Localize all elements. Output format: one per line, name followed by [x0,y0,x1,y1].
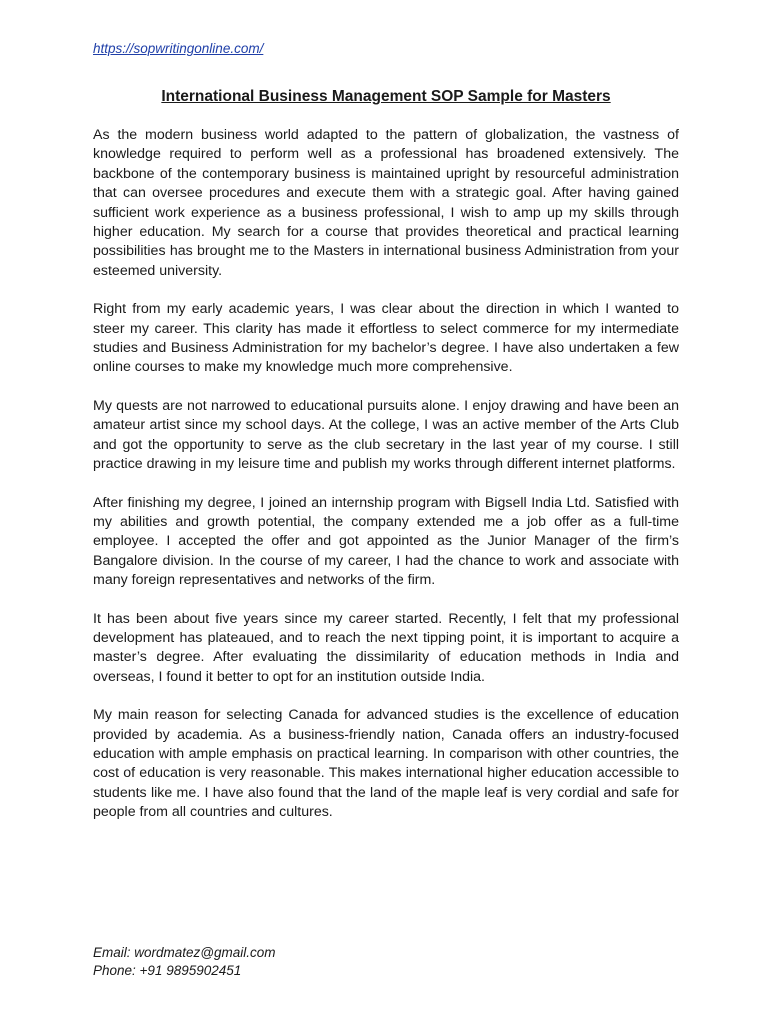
paragraph: As the modern business world adapted to the pattern of globalization, the vastness of knowledge required to perform well as a professional has broadened extensively. The backbone of the contemporary business is maintained upright by resourceful administration that can oversee procedures and execute them with a strategic goal. After having gained sufficient work experience as a business professional, I wish to amp up my skills through higher education. My search for a course that provides theoretical and practical learning possibilities has brought me to the Masters in international business Administration from your esteemed university. [93,127,679,279]
contact-email: Email: wordmatez@gmail.com [93,945,276,960]
document-body [93,126,679,842]
document-title: International Business Management SOP Sample for Masters [161,88,611,105]
contact-info [93,944,276,980]
paragraph: My quests are not narrowed to educational pursuits alone. I enjoy drawing and have been an amateur artist since my school days. At the college, I was an active member of the Arts Club and got the opportunity to serve as the club secretary in the last year of my course. I still practice drawing in my leisure time and publish my works through different internet platforms. [93,397,679,473]
website-link[interactable]: https://sopwritingonline.com/ [93,41,264,56]
contact-phone: Phone: +91 9895902451 [93,963,242,978]
paragraph: Right from my early academic years, I was clear about the direction in which I wanted to steer my career. This clarity has made it effortless to select commerce for my intermediate studies and Business Administration for my bachelor’s degree. I have also undertaken a few online courses to make my knowledge much more comprehensive. [93,301,679,376]
paragraph: It has been about five years since my career started. Recently, I felt that my professional development has plateaued, and to reach the next tipping point, it is important to acquire a master’s degree. After evaluating the dissimilarity of education methods in India and overseas, I found it better to opt for an institution outside India. [93,610,679,685]
paragraph: My main reason for selecting Canada for advanced studies is the excellence of education provided by academia. As a business-friendly nation, Canada offers an industry-focused education with ample emphasis on practical learning. In comparison with other countries, the cost of education is very reasonable. This makes international higher education accessible to students like me. I have also found that the land of the maple leaf is very cordial and safe for people from all countries and cultures. [93,707,679,821]
paragraph: After finishing my degree, I joined an internship program with Bigsell India Ltd. Satisfied with my abilities and growth potential, the company extended me a job offer as a full-time employee. I accepted the offer and got appointed as the Junior Manager of the firm’s Bangalore division. In the course of my career, I had the chance to work and associate with many foreign representatives and networks of the firm. [93,494,679,589]
